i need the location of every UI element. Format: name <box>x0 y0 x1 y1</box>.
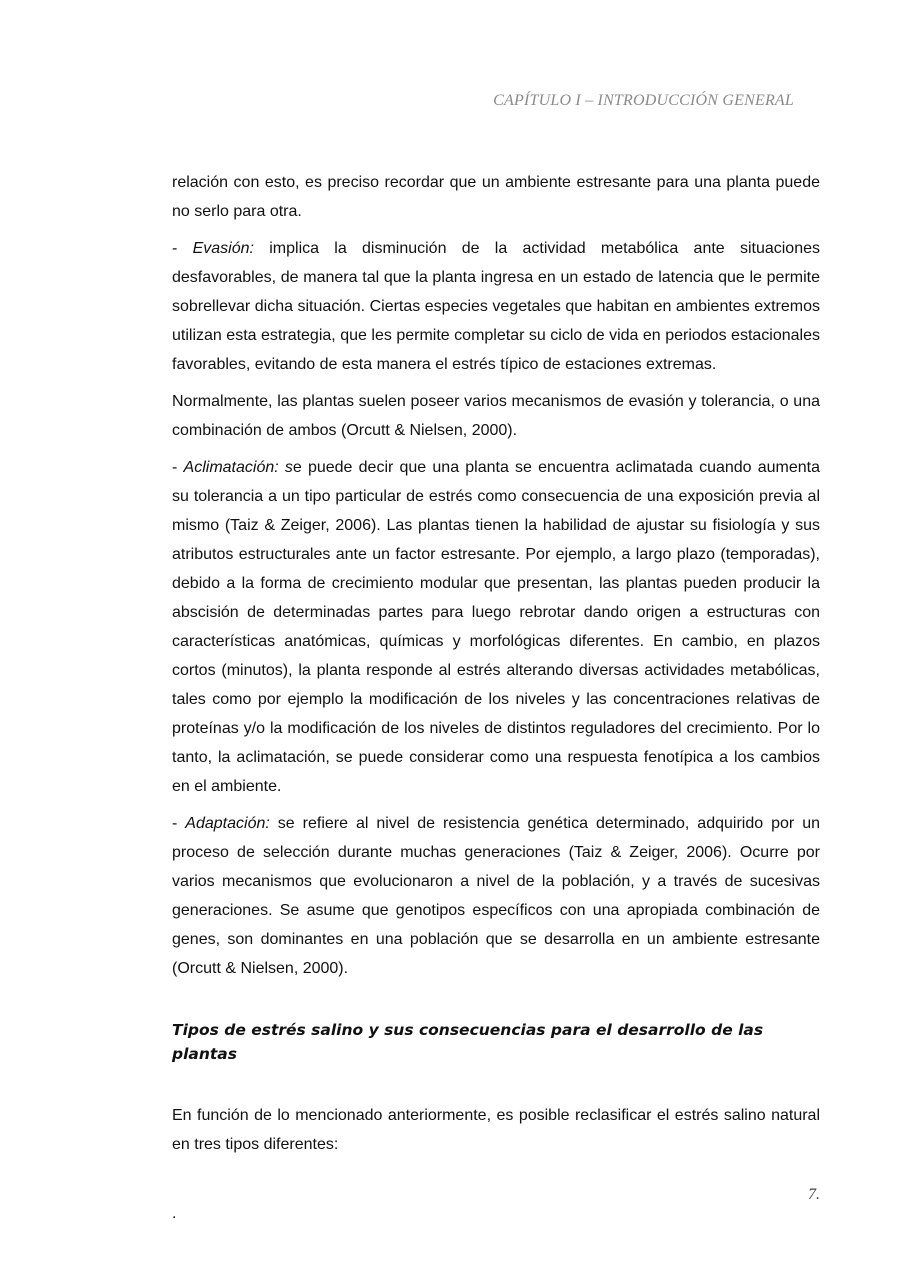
paragraph-aclimatacion <box>172 453 820 801</box>
adaptacion-text: se refiere al nivel de resistencia genética determinado, adquirido por un proceso de selección durante muchas generaciones (Taiz & Zeiger, 2006). Ocurre por varios mecanismos que evolucionaron a nivel de la población, y a través de sucesivas generaciones. Se asume que genotipos específicos con una apropiada combinación de genes, son dominantes en una población que se desarrolla en un ambiente estresante (Orcutt & Nielsen, 2000). <box>172 815 820 977</box>
section-heading: Tipos de estrés salino y sus consecuencias para el desarrollo de las plantas <box>172 1021 764 1063</box>
running-header: CAPÍTULO I – INTRODUCCIÓN GENERAL <box>493 92 794 109</box>
paragraph-mechanisms: Normalmente, las plantas suelen poseer varios mecanismos de evasión y tolerancia, o una combinación de ambos (Orcutt & Nielsen, 2000). <box>172 393 820 439</box>
term-evasion: Evasión: <box>192 240 254 257</box>
term-adaptacion: Adaptación: <box>185 815 270 832</box>
evasion-text: implica la disminución de la actividad metabólica ante situaciones desfavorables, de manera tal que la planta ingresa en un estado de latencia que le permite sobrellevar dicha situación. Ciertas especies vegetales que habitan en ambientes extremos utilizan esta estrategia, que les permite completar su ciclo de vida en periodos estacionales favorables, evitando de esta manera el estrés típico de estaciones extremas. <box>172 240 820 373</box>
list-dash: - <box>172 459 184 476</box>
body-text <box>172 168 820 1167</box>
paragraph-reclassification: En función de lo mencionado anteriormente, es posible reclasificar el estrés salino natural en tres tipos diferentes: <box>172 1107 820 1153</box>
page-number: 7. <box>808 1186 820 1203</box>
aclimatacion-text: e puede decir que una planta se encuentra aclimatada cuando aumenta su tolerancia a un tipo particular de estrés como consecuencia de una exposición previa al mismo (Taiz & Zeiger, 2006). Las plantas tienen la habilidad de ajustar su fisiología y sus atributos estructurales ante un factor estresante. Por ejemplo, a largo plazo (temporadas), debido a la forma de crecimiento modular que presentan, las plantas pueden producir la abscisión de determinadas partes para luego rebrotar dando origen a estructuras con características anatómicas, químicas y morfológicas diferentes. En cambio, en plazos cortos (minutos), la planta responde al estrés alterando diversas actividades metabólicas, tales como por ejemplo la modificación de los niveles y las concentraciones relativas de proteínas y/o la modificación de los niveles de distintos reguladores del crecimiento. Por lo tanto, la aclimatación, se puede considerar como una respuesta fenotípica a los cambios en el ambiente. <box>172 459 821 795</box>
paragraph-evasion <box>172 234 820 379</box>
paragraph-adaptacion <box>172 809 820 983</box>
list-dash: - <box>172 815 186 832</box>
stray-mark: . <box>172 1205 177 1222</box>
term-aclimatacion: Aclimatación: s <box>183 459 293 476</box>
paragraph-intro: relación con esto, es preciso recordar que un ambiente estresante para una planta puede no serlo para otra. <box>172 174 820 220</box>
list-dash: - <box>172 240 193 257</box>
